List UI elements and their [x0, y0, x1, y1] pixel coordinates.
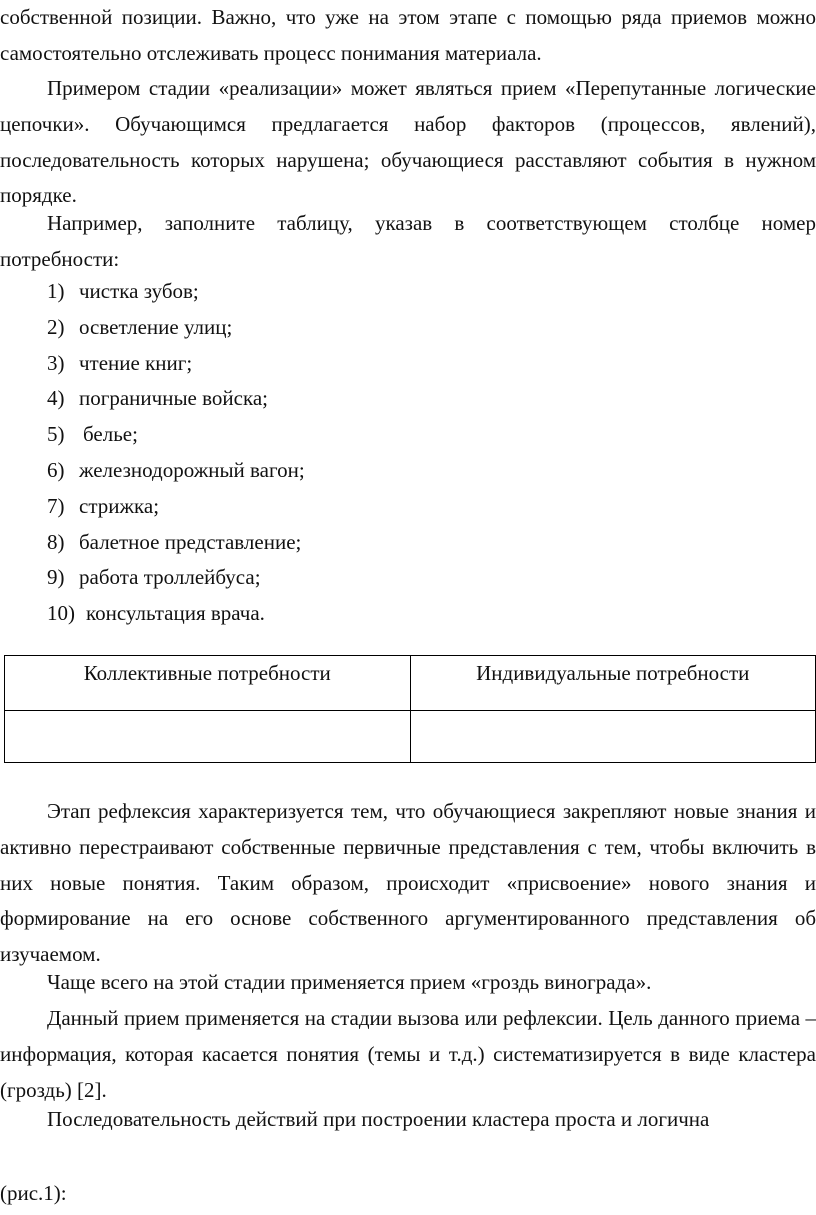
list-item: [0, 346, 816, 382]
paragraph-cluster-sequence: Последовательность действий при построении кластера проста и логична: [47, 1107, 710, 1131]
table-header-row: [5, 656, 816, 711]
list-item-number: 10): [47, 601, 75, 626]
table-cell-individual: [410, 711, 816, 763]
paragraph-table-instruction: Например, заполните таблицу, указав в соответствующем столбце номер потребности:: [0, 211, 816, 271]
paragraph-grape-cluster: Чаще всего на этой стадии применяется прием «гроздь винограда».: [47, 970, 652, 994]
list-item-number: 5): [47, 422, 65, 447]
paragraph-reflection-stage: Этап рефлексия характеризуется тем, что обучающиеся закрепляют новые знания и активно перестраивают собственные первичные представления с тем, чтобы включить в них новые понятия. Таким образом, происходит «присвоение» нового знания и формирование на его основе собственного аргументированного представления об изучаемом.: [0, 799, 816, 967]
list-item-text: белье;: [83, 422, 138, 447]
table-header-collective: Коллективные потребности: [5, 656, 411, 711]
list-item-number: 6): [47, 457, 65, 482]
list-item: [0, 453, 816, 489]
paragraph-realization-stage: Примером стадии «реализации» может являться прием «Перепутанные логические цепочки». Обучающимся предлагается набор факторов (процессов, явлений), последовательность которых нарушена; обучающиеся расставляют события в нужном порядке.: [0, 76, 816, 208]
list-item: [0, 274, 816, 310]
list-item-text: осветление улиц;: [79, 314, 233, 339]
list-item-number: 2): [47, 314, 65, 339]
list-item: [0, 381, 816, 417]
list-item-text: чтение книг;: [79, 350, 193, 375]
paragraph-cluster-description: Данный прием применяется на стадии вызова или рефлексии. Цель данного приема – информация, которая касается понятия (темы и т.д.) систематизируется в виде кластера (гроздь) [2].: [0, 1006, 816, 1102]
table-row: [5, 711, 816, 763]
list-item-number: 4): [47, 386, 65, 411]
list-item: [0, 489, 816, 525]
list-item: [0, 525, 816, 561]
table-cell-collective: [5, 711, 411, 763]
list-item-text: пограничные войска;: [79, 386, 268, 411]
list-item: [0, 310, 816, 346]
list-item-text: работа троллейбуса;: [79, 565, 261, 590]
list-item-number: 9): [47, 565, 65, 590]
list-item: [0, 417, 816, 453]
list-item-text: балетное представление;: [79, 529, 302, 554]
list-item: [0, 560, 816, 596]
list-item-number: 8): [47, 529, 65, 554]
list-item-number: 3): [47, 350, 65, 375]
list-item-text: чистка зубов;: [79, 279, 199, 303]
list-item-number: 1): [47, 279, 65, 303]
paragraph-figure-reference: (рис.1):: [0, 1181, 67, 1205]
paragraph-understanding-tracking: собственной позиции. Важно, что уже на этом этапе с помощью ряда приемов можно самостоятельно отслеживать процесс понимания материала.: [0, 5, 816, 65]
table-header-individual: Индивидуальные потребности: [410, 656, 816, 711]
list-item: [0, 596, 816, 632]
list-item-number: 7): [47, 493, 65, 518]
needs-list: [0, 274, 816, 632]
list-item-text: консультация врача.: [86, 601, 265, 626]
list-item-text: железнодорожный вагон;: [79, 457, 305, 482]
needs-classification-table: [4, 655, 816, 763]
list-item-text: стрижка;: [79, 493, 160, 518]
